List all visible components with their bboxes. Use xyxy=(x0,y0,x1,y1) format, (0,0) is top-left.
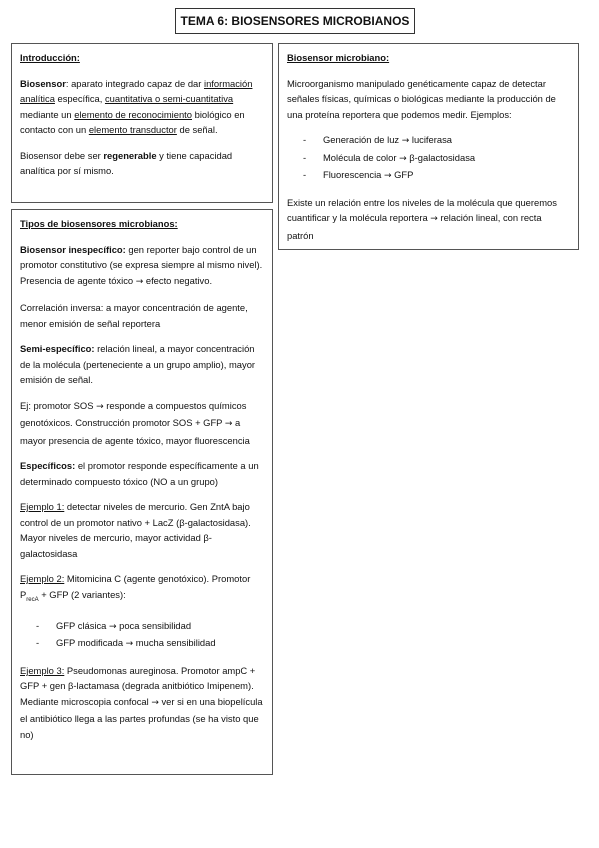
arrow-icon: → xyxy=(224,419,233,429)
arrow-icon: → xyxy=(399,153,407,164)
intro-regenerable: Biosensor debe ser regenerable y tiene capacidad analítica por sí mismo. xyxy=(20,149,233,176)
arrow-icon: → xyxy=(430,214,438,224)
intro-section xyxy=(11,43,273,203)
list-item: - Fluorescencia → GFP xyxy=(287,167,570,185)
arrow-icon: → xyxy=(135,276,144,287)
arrow-icon: → xyxy=(108,621,117,632)
biosensor-examples-list xyxy=(287,132,570,185)
list-item: - Molécula de color → β-galactosidasa xyxy=(287,150,570,168)
sos-example-paragraph: Ej: promotor SOS → responde a compuestos químicos genotóxicos. Construcción promotor SOS + GFP → a mayor presencia de agente tóxico, mayor fluorescencia xyxy=(20,399,250,446)
example-2-paragraph: Ejemplo 2: Mitomicina C (agente genotóxico). Promotor $P_{recA}$ + GFP (2 variantes): xyxy=(20,573,251,603)
correlation-paragraph: Correlación inversa: a mayor concentración de agente, menor emisión de señal reportera xyxy=(20,302,248,329)
arrow-icon: → xyxy=(383,171,392,181)
types-heading: Tipos de biosensores microbianos: xyxy=(20,218,178,229)
arrow-icon: → xyxy=(401,136,410,146)
page-title: TEMA 6: BIOSENSORES MICROBIANOS xyxy=(175,8,415,34)
types-section xyxy=(11,209,273,775)
inespecifico-paragraph: Biosensor inespecífico: gen reporter bajo control de un promotor constitutivo (se expresa siempre al mismo nivel). Presencia de agente tóxico → efecto negativo. xyxy=(20,243,263,287)
arrow-icon: → xyxy=(151,697,159,708)
intro-definition: Biosensor: aparato integrado capaz de dar información analítica específica, cuantitativa o semi-cuantitativa mediante un elemento de reconocimiento biológico en contacto con un elemento transductor de señal. xyxy=(20,77,253,135)
arrow-icon: → xyxy=(125,639,134,650)
biosensor-definition: Microorganismo manipulado genéticamente capaz de detectar señales físicas, químicas o biológicas mediante la producción de una proteína reportera que podemos medir. Ejemplos: xyxy=(287,77,556,120)
especificos-paragraph: Específicos: el promotor responde específicamente a un determinado compuesto tóxico (NO a un grupo) xyxy=(20,460,259,487)
example-3-paragraph: Ejemplo 3: Pseudomonas aureginosa. Promotor ampC + GFP + gen β-lactamasa (degrada anitbiótico Imipenem). Mediante microscopia confocal → ver si en una biopelícula el antibiótico llega a las partes profundas (se ha visto que no) xyxy=(20,664,263,740)
biosensor-section xyxy=(278,43,579,250)
arrow-icon: → xyxy=(96,401,104,412)
example-1-paragraph: Ejemplo 1: detectar niveles de mercurio. Gen ZntA bajo control de un promotor nativo + LacZ (β-galactosidasa). Mayor niveles de mercurio, mayor actividad β-galactosidasa xyxy=(20,501,251,559)
list-item: - GFP clásica → poca sensibilidad xyxy=(20,618,264,636)
example-2-list xyxy=(20,618,264,653)
semi-especifico-paragraph: Semi-específico: relación lineal, a mayor concentración de la molécula (perteneciente a un grupo amplio), mayor emisión de señal. xyxy=(20,343,256,385)
biosensor-heading: Biosensor microbiano: xyxy=(287,52,390,63)
intro-heading: Introducción: xyxy=(20,52,80,63)
list-item: - Generación de luz → luciferasa xyxy=(287,132,570,150)
list-item: - GFP modificada → mucha sensibilidad xyxy=(20,635,264,653)
biosensor-relation: Existe un relación entre los niveles de la molécula que queremos cuantificar y la molécula reportera → relación lineal, con recta patrón xyxy=(287,196,557,241)
